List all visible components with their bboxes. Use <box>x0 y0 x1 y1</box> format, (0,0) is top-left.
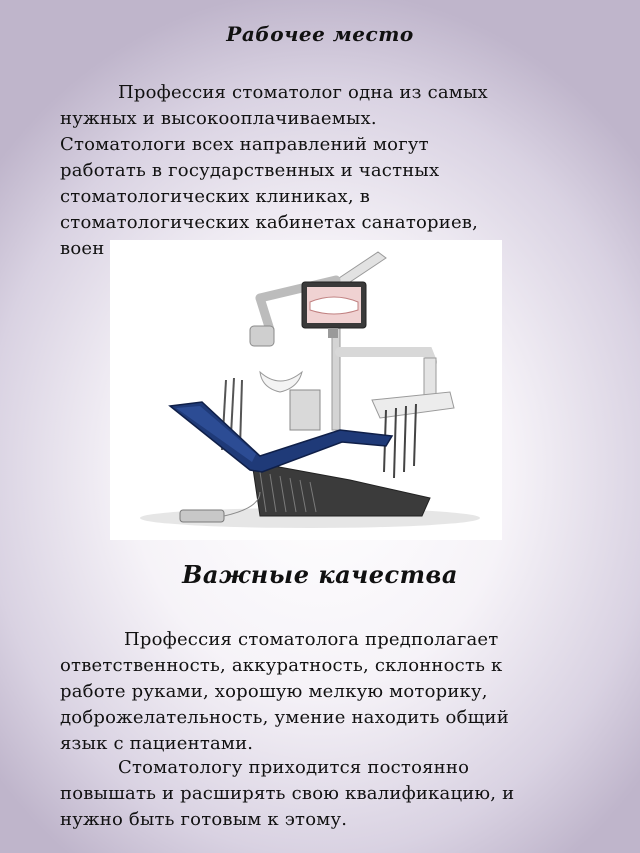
text-line: воен <box>60 238 105 259</box>
text-line: стоматологических клиниках, в <box>60 186 371 207</box>
workplace-paragraph <box>60 80 600 262</box>
text-line: Профессия стоматолог одна из самых <box>118 82 488 103</box>
qualities-paragraph <box>60 627 600 757</box>
dental-chair-image <box>110 240 502 540</box>
text-line: Стоматологи всех направлений могут <box>60 134 429 155</box>
qualification-paragraph <box>60 755 600 833</box>
text-line: работать в государственных и частных <box>60 160 440 181</box>
text-line: Профессия стоматолога предполагает <box>124 629 499 650</box>
text-line: повышать и расширять свою квалификацию, и <box>60 783 515 804</box>
section-title-workplace: Рабочее место <box>226 22 414 46</box>
text-line: Стоматологу приходится постоянно <box>118 757 470 778</box>
text-line: работе руками, хорошую мелкую моторику, <box>60 681 488 702</box>
text-line: доброжелательность, умение находить общий <box>60 707 509 728</box>
text-line: нужно быть готовым к этому. <box>60 809 348 830</box>
section-title-qualities: Важные качества <box>182 560 458 589</box>
text-line: стоматологических кабинетах санаториев, <box>60 212 479 233</box>
dental-chair-illustration <box>110 240 502 540</box>
text-line: ответственность, аккуратность, склонность к <box>60 655 503 676</box>
text-line: нужных и высокооплачиваемых. <box>60 108 377 129</box>
text-line: язык с пациентами. <box>60 733 254 754</box>
